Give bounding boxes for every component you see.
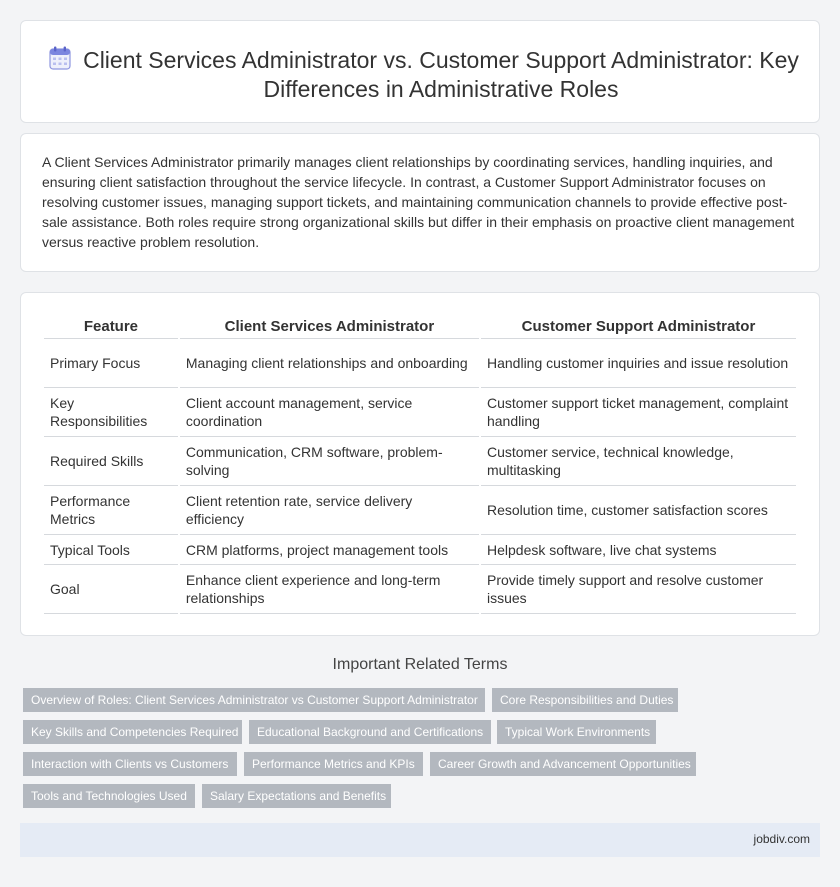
table-header-row [44,315,796,339]
row-customer-support: Helpdesk software, live chat systems [481,535,796,565]
related-term-tag[interactable]: Salary Expectations and Benefits [202,784,391,808]
calendar-icon [49,46,71,70]
row-feature: Performance Metrics [44,486,178,535]
row-customer-support: Resolution time, customer satisfaction scores [481,486,796,535]
row-feature: Key Responsibilities [44,388,178,437]
title-card [20,20,820,123]
footer-site-link[interactable]: jobdiv.com [753,832,810,846]
table-row [44,437,796,486]
table-row [44,339,796,388]
related-term-tag[interactable]: Educational Background and Certifications [249,720,491,744]
header-customer-support: Customer Support Administrator [481,315,796,339]
related-term-tag[interactable]: Core Responsibilities and Duties [492,688,678,712]
row-client-services: Client retention rate, service delivery efficiency [180,486,479,535]
row-feature: Primary Focus [44,339,178,388]
row-feature: Required Skills [44,437,178,486]
table-row [44,565,796,614]
related-term-tag[interactable]: Career Growth and Advancement Opportunities [430,752,696,776]
related-term-tag[interactable]: Overview of Roles: Client Services Administrator vs Customer Support Administrator [23,688,485,712]
row-feature: Typical Tools [44,535,178,565]
row-feature: Goal [44,565,178,614]
row-client-services: Enhance client experience and long-term relationships [180,565,479,614]
page-title: Client Services Administrator vs. Customer Support Administrator: Key Differences in Administrative Roles [83,47,799,102]
intro-card [20,133,820,272]
row-customer-support: Handling customer inquiries and issue resolution [481,339,796,388]
row-client-services: CRM platforms, project management tools [180,535,479,565]
related-terms-title: Important Related Terms [332,656,508,673]
table-row [44,486,796,535]
table-row [44,535,796,565]
related-term-tag[interactable]: Tools and Technologies Used [23,784,195,808]
comparison-card [20,292,820,636]
header-feature: Feature [44,315,178,339]
related-term-tag[interactable]: Performance Metrics and KPIs [244,752,423,776]
footer [20,823,820,857]
row-customer-support: Customer service, technical knowledge, multitasking [481,437,796,486]
table-row [44,388,796,437]
intro-paragraph: A Client Services Administrator primarily manages client relationships by coordinating services, handling inquiries, and ensuring client satisfaction throughout the service lifecycle. In contrast, a Customer Support Administrator focuses on resolving customer issues, managing support tickets, and maintaining communication channels to provide effective post-sale assistance. Both roles require strong organizational skills but differ in their emphasis on proactive client management versus reactive problem resolution. [42,154,795,250]
related-term-tag[interactable]: Typical Work Environments [497,720,656,744]
row-customer-support: Customer support ticket management, complaint handling [481,388,796,437]
comparison-table [42,315,798,614]
related-term-tag[interactable]: Key Skills and Competencies Required [23,720,242,744]
related-term-tag[interactable]: Interaction with Clients vs Customers [23,752,237,776]
header-client-services: Client Services Administrator [180,315,479,339]
row-client-services: Managing client relationships and onboarding [180,339,479,388]
row-client-services: Client account management, service coordination [180,388,479,437]
row-client-services: Communication, CRM software, problem-solving [180,437,479,486]
row-customer-support: Provide timely support and resolve customer issues [481,565,796,614]
